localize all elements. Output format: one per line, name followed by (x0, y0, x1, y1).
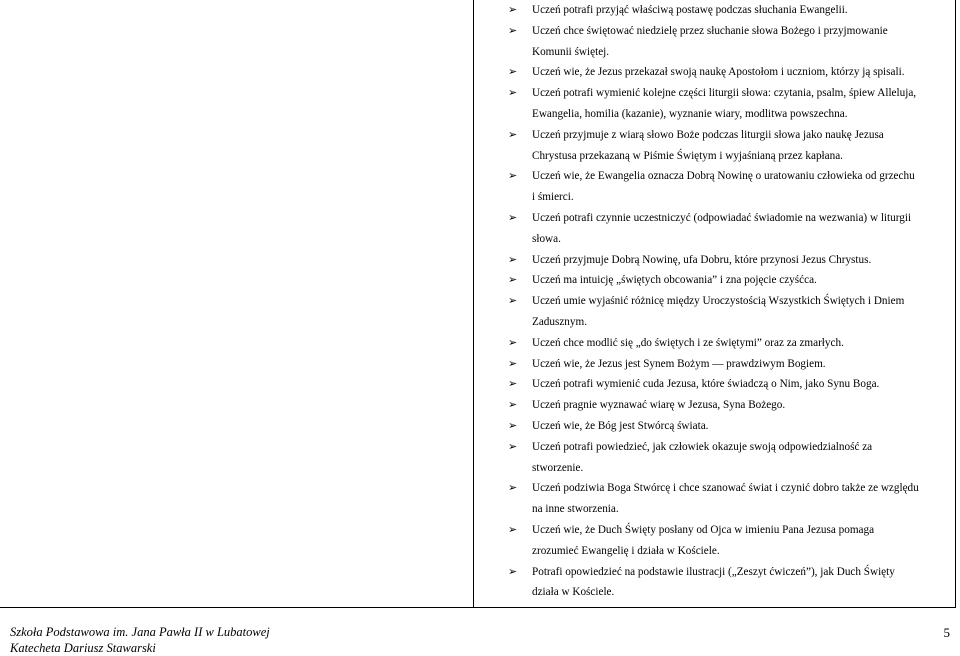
list-item (508, 21, 952, 63)
list-item-text-line: i śmierci. (532, 191, 574, 204)
arrow-bullet-icon: ➢ (508, 522, 518, 536)
list-item (508, 0, 952, 21)
list-item-text-line: Uczeń przyjmuje Dobrą Nowinę, ufa Dobru, które przynosi Jezus Chrystus. (532, 253, 872, 266)
arrow-bullet-icon: ➢ (508, 294, 518, 308)
list-item-text-line: na inne stworzenia. (532, 503, 619, 516)
list-item (508, 62, 952, 83)
arrow-bullet-icon: ➢ (508, 210, 518, 224)
page-footer (10, 624, 270, 656)
list-item-text-line: Uczeń wie, że Ewangelia oznacza Dobrą Nowinę o uratowaniu człowieka od grzechu (532, 170, 915, 183)
list-item-text-line: Uczeń potrafi wymienić cuda Jezusa, które świadczą o Nim, jako Synu Boga. (532, 378, 880, 391)
list-item-text-line: Uczeń wie, że Jezus przekazał swoją naukę Apostołom i uczniom, którzy ją spisali. (532, 66, 905, 79)
list-item (508, 291, 952, 333)
list-item-text-line: zrozumieć Ewangelię i działa w Kościele. (532, 544, 720, 557)
list-item (508, 125, 952, 167)
arrow-bullet-icon: ➢ (508, 127, 518, 141)
list-item (508, 83, 952, 125)
list-item-text-line: Potrafi opowiedzieć na podstawie ilustracji („Zeszyt ćwiczeń”), jak Duch Święty (532, 565, 895, 578)
list-item-text-line: Uczeń pragnie wyznawać wiarę w Jezusa, Syna Bożego. (532, 399, 786, 412)
list-item (508, 416, 952, 437)
list-item-text-line: Uczeń potrafi powiedzieć, jak człowiek okazuje swoją odpowiedzialność za (532, 440, 873, 453)
list-item-text-line: Zadusznym. (532, 315, 587, 328)
list-item (508, 395, 952, 416)
footer-school-name: Szkoła Podstawowa im. Jana Pawła II w Lubatowej (10, 625, 270, 639)
list-item (508, 166, 952, 208)
arrow-bullet-icon: ➢ (508, 356, 518, 370)
list-item-text-line: Uczeń potrafi wymienić kolejne części liturgii słowa: czytania, psalm, śpiew Alleluja, (532, 87, 917, 100)
list-item (508, 562, 952, 604)
arrow-bullet-icon: ➢ (508, 23, 518, 37)
arrow-bullet-icon: ➢ (508, 65, 518, 79)
list-item-text-line: Uczeń przyjmuje z wiarą słowo Boże podczas liturgii słowa jako naukę Jezusa (532, 128, 884, 141)
list-item-text-line: stworzenie. (532, 461, 584, 474)
arrow-bullet-icon: ➢ (508, 335, 518, 349)
list-item (508, 333, 952, 354)
list-item (508, 437, 952, 479)
list-item-text-line: słowa. (532, 232, 561, 245)
list-item (508, 354, 952, 375)
list-item-text-line: Uczeń wie, że Jezus jest Synem Bożym — prawdziwym Bogiem. (532, 357, 826, 370)
list-item-text-line: Uczeń chce modlić się „do świętych i ze świętymi” oraz za zmarłych. (532, 336, 844, 349)
arrow-bullet-icon: ➢ (508, 398, 518, 412)
list-item-text-line: Uczeń wie, że Bóg jest Stwórcą świata. (532, 419, 709, 432)
arrow-bullet-icon: ➢ (508, 252, 518, 266)
arrow-bullet-icon: ➢ (508, 439, 518, 453)
list-item-text-line: Uczeń umie wyjaśnić różnicę między Uroczystością Wszystkich Świętych i Dniem (532, 295, 905, 308)
list-item-text-line: Uczeń podziwia Boga Stwórcę i chce szanować świat i czynić dobro także ze względu (532, 482, 919, 495)
arrow-bullet-icon: ➢ (508, 564, 518, 578)
list-item-text-line: Uczeń ma intuicję „świętych obcowania” i zna pojęcie czyśćca. (532, 274, 817, 287)
list-item (508, 270, 952, 291)
list-item-text-line: Uczeń wie, że Duch Święty posłany od Ojca w imieniu Pana Jezusa pomaga (532, 523, 875, 536)
page-number: 5 (943, 625, 950, 640)
list-item (508, 374, 952, 395)
arrow-bullet-icon: ➢ (508, 377, 518, 391)
list-item (508, 520, 952, 562)
list-item-text-line: Chrystusa przekazaną w Piśmie Świętym i wyjaśnianą przez kapłana. (532, 149, 843, 162)
arrow-bullet-icon: ➢ (508, 3, 518, 16)
list-item-text-line: Uczeń chce świętować niedzielę przez słuchanie słowa Bożego i przyjmowanie (532, 24, 888, 37)
list-item-text-line: Komunii świętej. (532, 45, 610, 58)
list-item-text-line: działa w Kościele. (532, 586, 615, 599)
list-item-text-line: Uczeń potrafi przyjąć właściwą postawę podczas słuchania Ewangelii. (532, 4, 848, 16)
footer-teacher-name: Katecheta Dariusz Stawarski (10, 641, 156, 655)
list-item (508, 478, 952, 520)
arrow-bullet-icon: ➢ (508, 273, 518, 287)
table-left-column (0, 0, 474, 608)
list-item-text-line: Ewangelia, homilia (kazanie), wyznanie wiary, modlitwa powszechna. (532, 107, 848, 120)
arrow-bullet-icon: ➢ (508, 481, 518, 495)
list-item (508, 208, 952, 250)
table-bottom-border (0, 607, 474, 608)
arrow-bullet-icon: ➢ (508, 418, 518, 432)
arrow-bullet-icon: ➢ (508, 169, 518, 183)
list-item-text-line: Uczeń potrafi czynnie uczestniczyć (odpowiadać świadomie na wezwania) w liturgii (532, 211, 912, 224)
learning-outcomes-list (508, 0, 952, 603)
arrow-bullet-icon: ➢ (508, 86, 518, 100)
list-item (508, 250, 952, 271)
